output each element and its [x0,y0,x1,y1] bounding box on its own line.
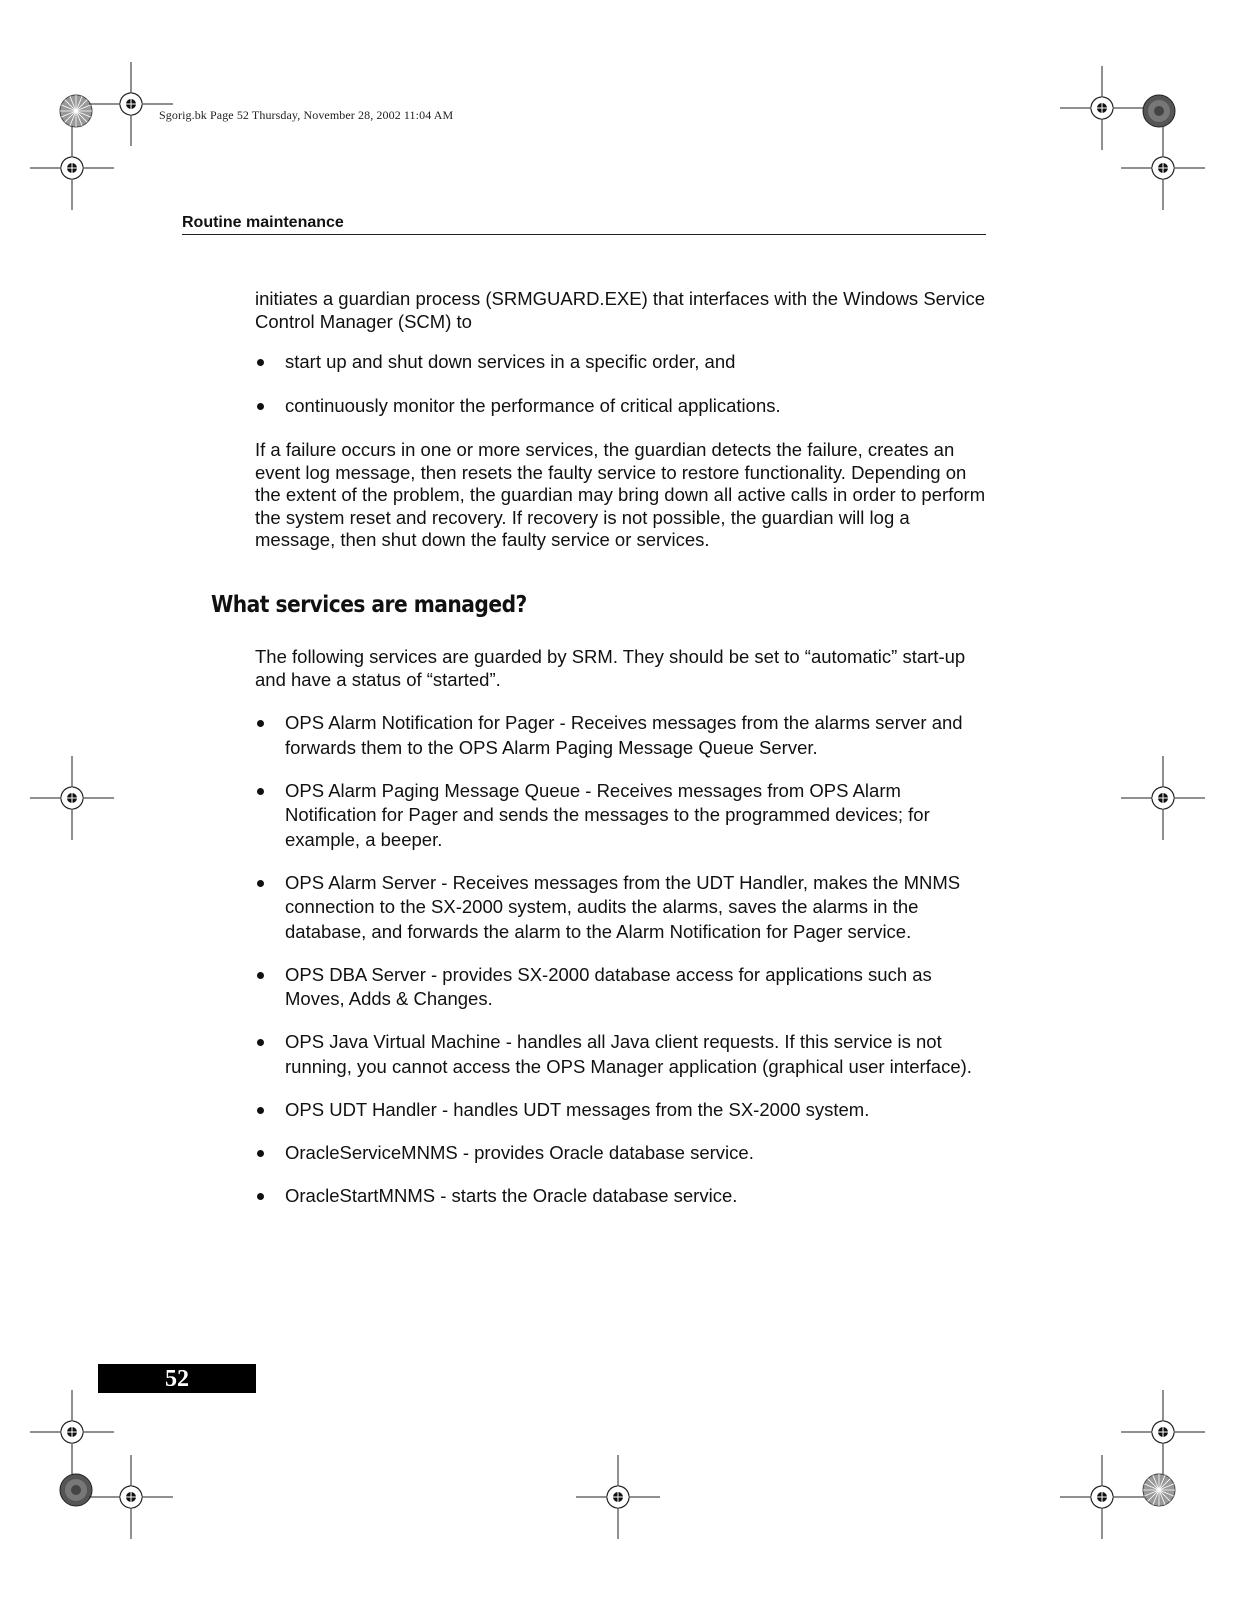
list-item-text: OPS Alarm Paging Message Queue - Receives messages from OPS Alarm Notification for Pager and sends the messages to the programmed devices; for example, a beeper. [285,779,930,850]
list-item [255,1098,990,1123]
list-item-text: OPS Java Virtual Machine - handles all Java client requests. If this service is not running, you cannot access the OPS Manager application (graphical user interface). [285,1031,972,1077]
bullet-icon [257,1107,264,1114]
list-item-text: continuously monitor the performance of critical applications. [285,395,781,416]
guardian-task-list [255,350,990,419]
list-item [255,711,990,760]
list-item [255,1141,990,1166]
page-number: 52 [165,1366,189,1392]
list-item [255,871,990,945]
failure-text: If a failure occurs in one or more services, the guardian detects the failure, creates an event log message, then resets the faulty service to restore functionality. Depending on the extent of the problem, the guardian may bring down all active calls in order to perform the system reset and recovery. If recovery is not possible, the guardian will log a message, then shut down the faulty service or services. [255,439,986,551]
list-item [255,963,990,1012]
print-slug: Sgorig.bk Page 52 Thursday, November 28, 2002 11:04 AM [159,108,454,122]
bullet-icon [257,403,264,410]
intro-text: initiates a guardian process (SRMGUARD.EXE) that interfaces with the Windows Service Control Manager (SCM) to [255,288,986,332]
intro-paragraph [255,288,990,333]
bullet-icon [257,1193,264,1200]
bullet-icon [257,359,264,366]
failure-paragraph [255,439,990,552]
list-item [255,394,990,419]
list-item [255,350,990,375]
list-item-text: start up and shut down services in a specific order, and [285,351,736,372]
list-item-text: OracleServiceMNMS - provides Oracle database service. [285,1141,754,1163]
list-item-text: OracleStartMNMS - starts the Oracle database service. [285,1184,738,1206]
list-item-text: OPS Alarm Notification for Pager - Receives messages from the alarms server and forwards them to the OPS Alarm Paging Message Queue Server. [285,712,963,758]
list-item [255,1030,990,1079]
services-intro-paragraph [255,646,990,691]
bullet-icon [257,972,264,979]
list-item-text: OPS DBA Server - provides SX-2000 database access for applications such as Moves, Adds & Changes. [285,963,932,1009]
list-item [255,779,990,853]
list-item-text: OPS Alarm Server - Receives messages from the UDT Handler, makes the MNMS connection to the SX-2000 system, audits the alarms, saves the alarms in the database, and forwards the alarm to the Alarm Notification for Pager service. [285,871,961,942]
bullet-icon [257,1150,264,1157]
list-item-text: OPS UDT Handler - handles UDT messages from the SX-2000 system. [285,1098,870,1120]
services-intro-text: The following services are guarded by SRM. They should be set to “automatic” start-up and have a status of “started”. [255,646,966,690]
bullet-icon [257,720,264,727]
list-item [255,1184,990,1209]
running-head: Routine maintenance [182,214,344,231]
section-heading: What services are managed? [211,592,527,618]
header-rule [182,234,986,235]
bullet-icon [257,1039,264,1046]
bullet-icon [257,788,264,795]
services-list [255,711,990,1208]
bullet-icon [257,880,264,887]
